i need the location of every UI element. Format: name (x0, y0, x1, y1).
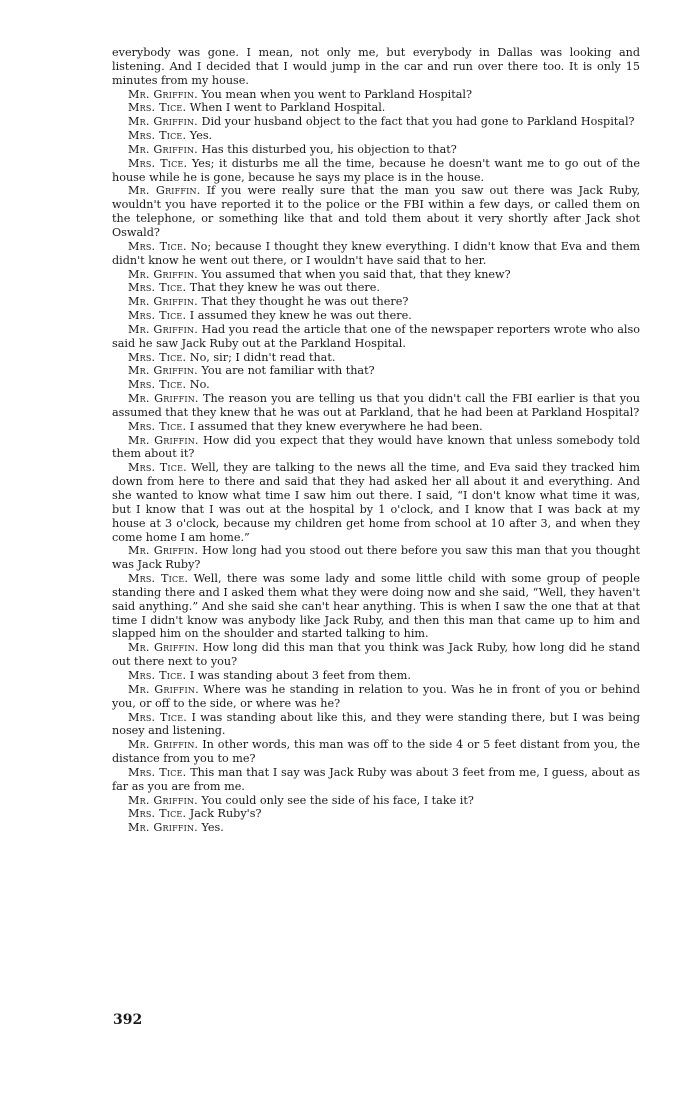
paragraph-text: Yes. (189, 129, 213, 143)
speaker-label: Mrs. Tice. (128, 419, 187, 433)
paragraph-text: I was standing about like this, and they were standing there, but I was being nosey and listening. (112, 710, 640, 738)
paragraph-text: You are not familiar with that? (201, 364, 375, 378)
testimony-paragraph (112, 240, 640, 268)
speaker-label: Mrs. Tice. (128, 710, 188, 724)
speaker-label: Mr. Griffin. (128, 738, 199, 752)
paragraph-text: No. (189, 378, 210, 392)
testimony-paragraph (112, 461, 640, 544)
testimony-paragraph (112, 434, 640, 462)
testimony-paragraph (112, 794, 640, 808)
paragraph-text: Had you read the article that one of the newspaper reporters wrote who also said he saw Jack Ruby out at the Parkland Hospital. (112, 322, 640, 350)
testimony-paragraph (112, 378, 640, 392)
testimony-paragraph (112, 295, 640, 309)
paragraph-text: I assumed they knew he was out there. (189, 309, 412, 323)
testimony-paragraph (112, 309, 640, 323)
speaker-label: Mr. Griffin. (128, 392, 199, 406)
paragraph-text: Has this disturbed you, his objection to that? (201, 142, 457, 156)
testimony-paragraph (112, 184, 640, 239)
testimony-paragraph (112, 711, 640, 739)
speaker-label: Mrs. Tice. (128, 129, 187, 143)
paragraph-text: No, sir; I didn't read that. (189, 350, 336, 364)
testimony-paragraph (112, 420, 640, 434)
paragraph-text: Where was he standing in relation to you. Was he in front of you or behind you, or off to the side, or where was he? (112, 682, 640, 710)
testimony-paragraph (112, 143, 640, 157)
paragraph-text: Well, there was some lady and some little child with some group of people standing there and I asked them what they were doing now and she said, “Well, they haven't said anything.” And she said she can't hear anything. This is when I saw the one that at that time I didn't know was anybody like Jack Ruby, and then this man that came up to him and slapped him on the shoulder and started talking to him. (112, 572, 641, 641)
continued-paragraph (112, 46, 640, 88)
testimony-paragraph (112, 572, 640, 641)
paragraph-text: Yes. (201, 821, 224, 835)
speaker-label: Mr. Griffin. (128, 364, 198, 378)
speaker-label: Mr. Griffin. (128, 793, 198, 807)
paragraph-text: This man that I say was Jack Ruby was about 3 feet from me, I guess, about as far as you are from me. (112, 765, 641, 793)
paragraph-text: Yes; it disturbs me all the time, because he doesn't want me to go out of the house while he is gone, because he says my place is in the house. (112, 156, 640, 184)
paragraph-text: That they thought he was out there? (201, 295, 409, 309)
paragraph-text: everybody was gone. I mean, not only me, but everybody in Dallas was looking and listening. And I decided that I would jump in the car and run over there too. It is only 15 minutes from my house. (112, 46, 640, 87)
speaker-label: Mrs. Tice. (128, 807, 187, 821)
testimony-paragraph (112, 669, 640, 683)
speaker-label: Mrs. Tice. (128, 461, 187, 475)
paragraph-text: Well, they are talking to the news all the time, and Eva said they tracked him down from here to there and said that they had asked her all about it and everything. And she wanted to know what time I saw him out there. I said, “I don't know what time it was, but I know that I was out at the hospital by 1 o'clock, and I know that I was back at my house at 3 o'clock, because my children get home from school at 10 after 3, and when they come home I am home.” (112, 461, 640, 544)
speaker-label: Mr. Griffin. (128, 682, 199, 696)
testimony-paragraph (112, 129, 640, 143)
paragraph-text: No; because I thought they knew everything. I didn't know that Eva and them didn't know he went out there, or I wouldn't have said that to her. (112, 239, 640, 267)
speaker-label: Mrs. Tice. (128, 101, 187, 115)
testimony-paragraph (112, 683, 640, 711)
paragraph-text: That they knew he was out there. (189, 281, 380, 295)
paragraph-text: You could only see the side of his face, I take it? (201, 793, 474, 807)
paragraph-text: How long did this man that you think was Jack Ruby, how long did he stand out there next to you? (112, 641, 641, 669)
speaker-label: Mr. Griffin. (128, 821, 198, 835)
testimony-paragraph (112, 807, 640, 821)
testimony-paragraph (112, 115, 640, 129)
paragraph-text: I assumed that they knew everywhere he had been. (189, 419, 483, 433)
testimony-paragraph (112, 268, 640, 282)
speaker-label: Mr. Griffin. (128, 295, 198, 309)
paragraph-text: Jack Ruby's? (189, 807, 262, 821)
paragraph-text: You assumed that when you said that, that they knew? (201, 267, 511, 281)
testimony-paragraph (112, 738, 640, 766)
transcript-body (112, 46, 640, 835)
page-number: 392 (113, 1012, 143, 1028)
testimony-paragraph (112, 101, 640, 115)
speaker-label: Mr. Griffin. (128, 641, 199, 655)
paragraph-text: In other words, this man was off to the side 4 or 5 feet distant from you, the distance from you to me? (112, 738, 640, 766)
speaker-label: Mrs. Tice. (128, 765, 187, 779)
speaker-label: Mrs. Tice. (128, 668, 187, 682)
paragraph-text: How did you expect that they would have known that unless somebody told them about it? (112, 433, 640, 461)
testimony-paragraph (112, 544, 640, 572)
paragraph-text: You mean when you went to Parkland Hospital? (201, 87, 472, 101)
speaker-label: Mr. Griffin. (128, 322, 198, 336)
testimony-paragraph (112, 88, 640, 102)
speaker-label: Mrs. Tice. (128, 239, 187, 253)
testimony-paragraph (112, 281, 640, 295)
paragraph-text: Did your husband object to the fact that you had gone to Parkland Hospital? (201, 115, 635, 129)
speaker-label: Mr. Griffin. (128, 87, 198, 101)
speaker-label: Mr. Griffin. (128, 184, 201, 198)
speaker-label: Mrs. Tice. (128, 309, 187, 323)
speaker-label: Mrs. Tice. (128, 378, 187, 392)
testimony-paragraph (112, 157, 640, 185)
paragraph-text: When I went to Parkland Hospital. (189, 101, 386, 115)
speaker-label: Mr. Griffin. (128, 267, 198, 281)
testimony-paragraph (112, 323, 640, 351)
speaker-label: Mr. Griffin. (128, 544, 199, 558)
testimony-paragraph (112, 392, 640, 420)
testimony-paragraph (112, 821, 640, 835)
testimony-paragraph (112, 364, 640, 378)
speaker-label: Mrs. Tice. (128, 572, 189, 586)
testimony-paragraph (112, 766, 640, 794)
paragraph-text: If you were really sure that the man you saw out there was Jack Ruby, wouldn't you have reported it to the police or the FBI within a few days, or called them on the telephone, or something like that and told them about it very shortly after Jack shot Oswald? (112, 184, 640, 239)
paragraph-text: How long had you stood out there before you saw this man that you thought was Jack Ruby? (112, 544, 640, 572)
speaker-label: Mrs. Tice. (128, 156, 188, 170)
testimony-paragraph (112, 351, 640, 365)
speaker-label: Mr. Griffin. (128, 115, 198, 129)
testimony-paragraph (112, 641, 640, 669)
speaker-label: Mrs. Tice. (128, 281, 187, 295)
speaker-label: Mrs. Tice. (128, 350, 187, 364)
paragraph-text: The reason you are telling us that you didn't call the FBI earlier is that you assumed that they knew that he was out at Parkland, that he had been at Parkland Hospital? (112, 392, 640, 419)
paragraph-text: I was standing about 3 feet from them. (189, 668, 411, 682)
speaker-label: Mr. Griffin. (128, 142, 198, 156)
speaker-label: Mr. Griffin. (128, 433, 199, 447)
